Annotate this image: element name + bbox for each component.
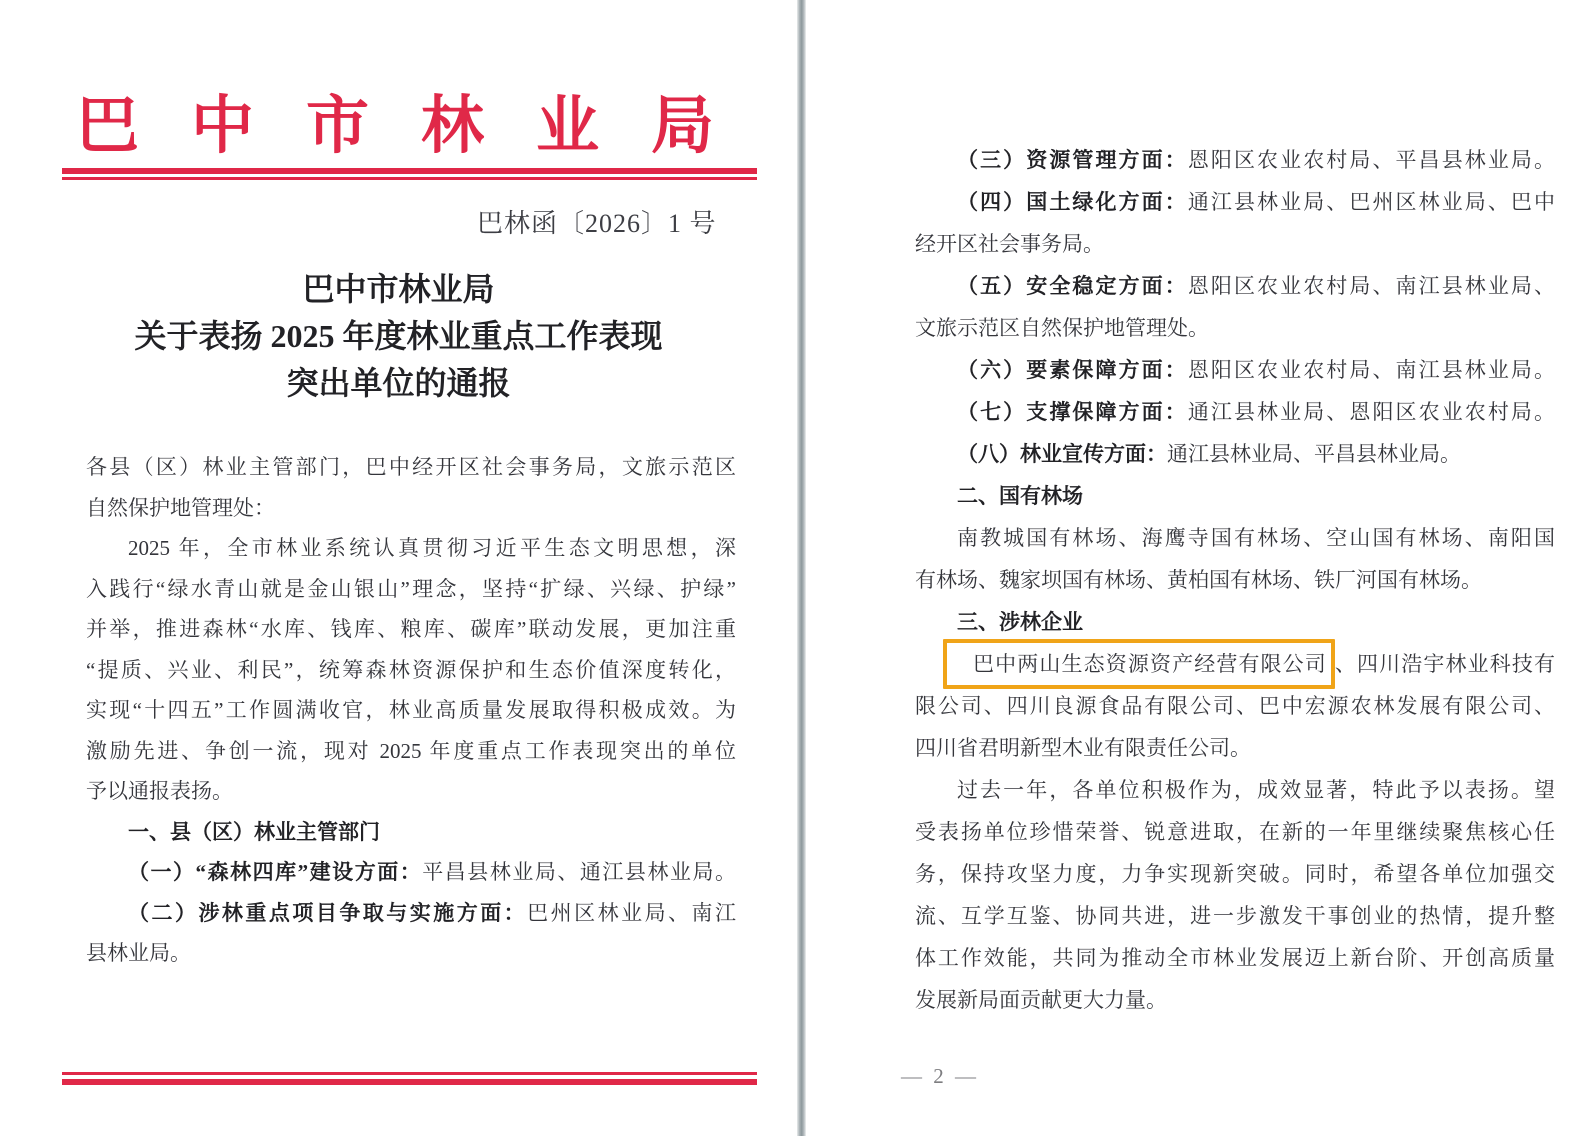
doc-number: 巴林函〔2026〕1 号 [477, 209, 717, 238]
rule-bar [62, 1079, 757, 1085]
bold-label: （一）“森林四库”建设方面： [128, 860, 423, 884]
text-line [86, 609, 736, 650]
text-line [915, 643, 1555, 685]
text-line [86, 690, 736, 731]
text-segment: 恩阳区农业农村局、平昌县林业局。 [1187, 148, 1556, 172]
text-line [915, 685, 1555, 727]
text-line [86, 731, 736, 772]
agency-header-title: 巴中市林业局 [76, 91, 714, 161]
text-line [915, 895, 1555, 937]
bold-label: 二、国有林场 [957, 484, 1083, 508]
footer-double-rule [62, 1072, 757, 1085]
text-line [915, 433, 1555, 475]
page-1-body-text [86, 447, 736, 974]
text-line [86, 488, 736, 529]
text-segment: 过去一年，各单位积极作为，成效显著，特此予以表扬。望 [957, 778, 1555, 802]
text-line [86, 933, 736, 974]
text-segment: 务，保持攻坚力度，力争实现新突破。同时，希望各单位加强交 [915, 862, 1555, 886]
bold-label: （二）涉林重点项目争取与实施方面： [128, 900, 528, 925]
page-2 [806, 0, 1580, 1136]
highlight-box: 巴中两山生态资源资产经营有限公司 [943, 639, 1335, 689]
text-segment: 并举，推进森林“水库、钱库、粮库、碳库”联动发展，更加注重 [86, 617, 736, 641]
text-line [915, 223, 1555, 265]
text-segment: 、四川浩宇林业科技有 [1334, 652, 1556, 676]
text-line [915, 937, 1555, 979]
text-segment: 入践行“绿水青山就是金山银山”理念，坚持“扩绿、兴绿、护绿” [86, 576, 736, 601]
bold-label: （五）安全稳定方面： [957, 274, 1188, 298]
title-line: 巴中市林业局 [302, 271, 495, 307]
text-segment: 自然保护地管理处： [86, 495, 275, 520]
doc-title [0, 266, 797, 407]
text-line [915, 181, 1555, 223]
text-line [86, 771, 736, 812]
text-line [86, 650, 736, 691]
text-line [915, 139, 1555, 181]
text-segment: 予以通报表扬。 [86, 779, 233, 803]
text-line [86, 447, 736, 488]
text-segment: 有林场、魏家坝国有林场、黄柏国有林场、铁厂河国有林场。 [915, 568, 1482, 592]
bold-label: 一、县（区）林业主管部门 [128, 819, 380, 844]
bold-label: （四）国土绿化方面： [957, 190, 1188, 214]
section-heading-line [86, 812, 736, 853]
text-line [915, 769, 1555, 811]
text-line [915, 853, 1555, 895]
text-segment: 恩阳区农业农村局、南江县林业局。 [1187, 358, 1556, 382]
text-segment: 通江县林业局、巴州区林业局、巴中 [1187, 190, 1556, 214]
page-divider [797, 0, 806, 1136]
page-number: — 2 — [901, 1064, 979, 1088]
text-line [915, 307, 1555, 349]
text-segment: 限公司、四川良源食品有限公司、巴中宏源农林发展有限公司、 [915, 694, 1555, 718]
text-line [86, 893, 736, 934]
text-line [915, 265, 1555, 307]
text-line [86, 569, 736, 610]
bold-label: （三）资源管理方面： [957, 148, 1188, 172]
text-segment: 恩阳区农业农村局、南江县林业局、 [1187, 274, 1556, 298]
text-segment: 通江县林业局、恩阳区农业农村局。 [1187, 400, 1556, 424]
text-line [915, 727, 1555, 769]
text-line [86, 852, 736, 893]
header-double-rule [62, 168, 757, 180]
text-segment: 流、互学互鉴、协同共进，进一步激发干事创业的热情，提升整 [915, 904, 1555, 928]
bold-label: （六）要素保障方面： [957, 358, 1188, 382]
text-segment: 通江县林业局、平昌县林业局。 [1167, 442, 1461, 466]
text-line [915, 517, 1555, 559]
text-segment: “提质、兴业、利民”，统筹森林资源保护和生态价值深度转化， [86, 657, 736, 682]
text-line [915, 811, 1555, 853]
text-segment: 平昌县林业局、通江县林业局。 [422, 860, 737, 884]
title-line: 突出单位的通报 [286, 365, 511, 401]
text-segment: 南教城国有林场、海鹰寺国有林场、空山国有林场、南阳国 [957, 526, 1555, 550]
text-segment: 发展新局面贡献更大力量。 [915, 988, 1167, 1012]
text-line [86, 528, 736, 569]
text-line [915, 391, 1555, 433]
text-segment: 四川省君明新型木业有限责任公司。 [915, 736, 1251, 760]
bold-label: （七）支撑保障方面： [957, 400, 1188, 424]
text-segment: 经开区社会事务局。 [915, 232, 1104, 256]
text-segment: 巴州区林业局、南江 [527, 900, 737, 925]
section-heading-line [915, 601, 1555, 643]
page-2-body-text [915, 139, 1555, 1021]
text-segment: 各县（区）林业主管部门，巴中经开区社会事务局，文旅示范区 [86, 455, 736, 479]
text-segment: 文旅示范区自然保护地管理处。 [915, 316, 1209, 340]
section-heading-line [915, 475, 1555, 517]
text-segment: 实现“十四五”工作圆满收官，林业高质量发展取得积极成效。为 [86, 698, 736, 722]
bold-label: （八）林业宣传方面： [957, 442, 1167, 466]
title-line: 关于表扬 2025 年度林业重点工作表现 [134, 318, 663, 354]
text-line [915, 559, 1555, 601]
text-segment: 受表扬单位珍惜荣誉、锐意进取，在新的一年里继续聚焦核心任 [915, 820, 1555, 844]
text-segment: 县林业局。 [86, 941, 191, 965]
text-line [915, 979, 1555, 1021]
text-segment: 激励先进、争创一流，现对 2025 年度重点工作表现突出的单位 [86, 738, 736, 763]
rule-bar [62, 177, 757, 180]
bold-label: 三、涉林企业 [957, 610, 1083, 634]
text-line [915, 349, 1555, 391]
text-segment: 2025 年，全市林业系统认真贯彻习近平生态文明思想，深 [128, 536, 736, 560]
text-segment: 体工作效能，共同为推动全市林业发展迈上新台阶、开创高质量 [915, 946, 1555, 970]
